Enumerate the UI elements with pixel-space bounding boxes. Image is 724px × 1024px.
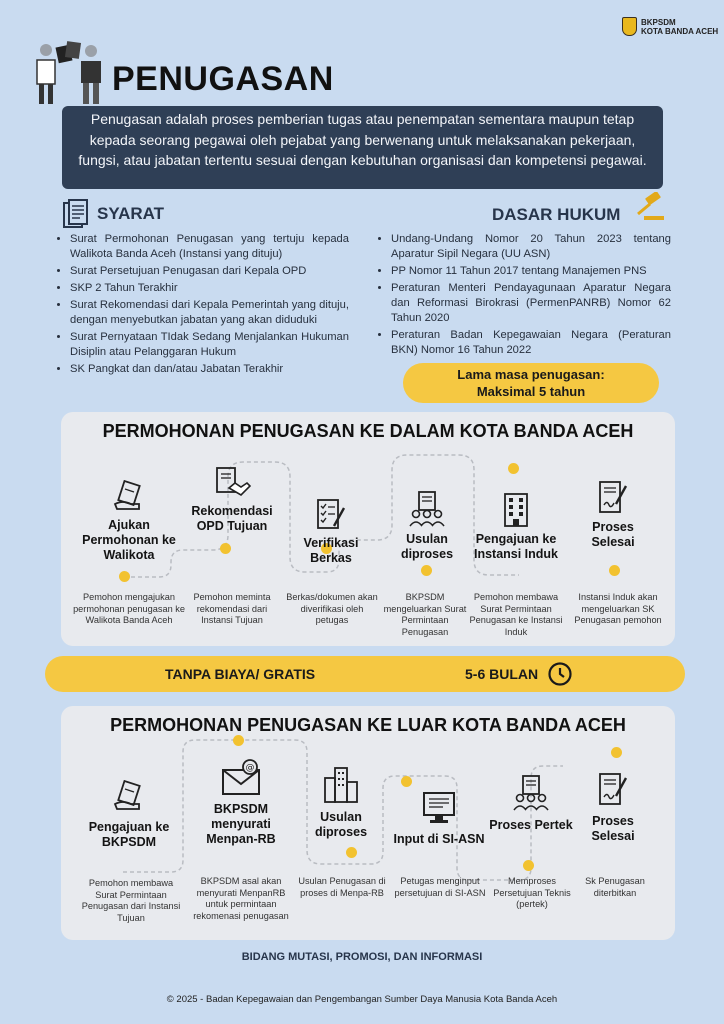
duration-line2: Maksimal 5 tahun (476, 384, 586, 399)
luar-step-4 (391, 790, 487, 847)
cost-label: TANPA BIAYA/ GRATIS (165, 666, 316, 682)
page-title: PENUGASAN (112, 60, 334, 98)
step-desc: Memproses Persetujuan Teknis (pertek) (493, 876, 571, 909)
list-item: • Surat Permohonan Penugasan yang tertuju kepada Walikota Banda Aceh (Instansi yang dituju) (70, 232, 349, 262)
step-desc: Pemohon membawa Surat Permintaan Penugasan dari Instansi Tujuan (81, 878, 181, 923)
step-desc: Berkas/dokumen akan diverifikasi oleh petugas (286, 592, 378, 625)
dalam-step-4 (379, 490, 475, 562)
flow-dot (401, 776, 412, 787)
handshake-document-icon (213, 466, 251, 500)
step-title: Proses Selesai (591, 814, 635, 843)
step-title: Usulan diproses (400, 532, 454, 561)
dasar-heading: DASAR HUKUM (492, 205, 621, 224)
flow-dot (220, 543, 231, 554)
luar-step-3 (297, 764, 385, 840)
email-icon (220, 758, 262, 796)
step-title: Proses Selesai (591, 520, 635, 549)
signed-document-icon (596, 480, 630, 516)
step-desc: Pemohon mengajukan permohonan penugasan ke Walikota Banda Aceh (73, 592, 185, 625)
signed-document-icon (596, 772, 630, 808)
logo-line1: BKPSDM (641, 17, 676, 27)
dalam-step-6 (571, 480, 655, 550)
division-label: BIDANG MUTASI, PROMOSI, DAN INFORMASI (241, 951, 483, 963)
dasar-list (377, 232, 671, 360)
list-item: • Peraturan Badan Kepegawaian Negara (Peraturan BKN) Nomor 16 Tahun 2022 (391, 328, 671, 358)
dalam-step-2 (184, 466, 280, 534)
dalam-step-3 (283, 498, 379, 566)
step-desc: Usulan Penugasan di proses di Menpa-RB (298, 876, 386, 898)
step-desc: Petugas menginput persetujuan di SI-ASN (394, 876, 486, 898)
computer-icon (421, 790, 457, 826)
step-title: Pengajuan ke BKPSDM (88, 820, 170, 849)
hand-document-icon (112, 480, 146, 514)
step-title: Usulan diproses (314, 810, 368, 839)
flow-dot (508, 463, 519, 474)
dalam-card (61, 412, 675, 646)
flow-dot (233, 735, 244, 746)
logo-line2: KOTA BANDA ACEH (641, 26, 719, 36)
step-title: Ajukan Permohonan ke Walikota (82, 518, 176, 562)
syarat-list (56, 232, 349, 379)
team-document-icon (408, 490, 446, 528)
dalam-step-1 (81, 480, 177, 563)
step-desc: Sk Penugasan diterbitkan (585, 876, 645, 898)
duration-label: 5-6 BULAN (465, 666, 539, 682)
step-desc: Pemohon meminta rekomendasi dari Instansi Tujuan (193, 592, 271, 625)
duration-line1: Lama masa penugasan: (457, 367, 605, 382)
flow-dot (523, 860, 534, 871)
duration-badge (403, 363, 659, 403)
list-item: • Surat Rekomendasi dari Kepala Pemerintah yang dituju, dengan menyebutkan jabatan yang akan diduduki (70, 298, 349, 328)
dalam-title: PERMOHONAN PENUGASAN KE DALAM KOTA BANDA ACEH (102, 421, 634, 441)
cost-duration-band (45, 656, 685, 692)
list-item: • Surat Persetujuan Penugasan dari Kepala OPD (70, 264, 349, 279)
step-title: Pengajuan ke Instansi Induk (473, 532, 559, 561)
dalam-step-5 (466, 490, 566, 562)
city-buildings-icon (323, 764, 359, 804)
list-item: • Undang-Undang Nomor 20 Tahun 2023 tentang Aparatur Sipil Negara (UU ASN) (391, 232, 671, 262)
svg-text:@: @ (245, 763, 255, 773)
documents-icon (62, 199, 90, 229)
building-icon (497, 490, 535, 528)
step-title: Proses Pertek (489, 818, 573, 832)
luar-step-2 (189, 758, 293, 847)
flow-dot (609, 565, 620, 576)
luar-step-6 (571, 772, 655, 844)
luar-card (61, 706, 675, 940)
hand-document-icon (112, 780, 146, 814)
people-handover-icon (32, 40, 110, 106)
step-title: BKPSDM menyurati Menpan-RB (206, 802, 276, 846)
flow-dot (611, 747, 622, 758)
step-desc: Instansi Induk akan mengeluarkan SK Penugasan pemohon (574, 592, 662, 625)
list-item: • Peraturan Menteri Pendayagunaan Aparatur Negara dan Reformasi Birokrasi (PermenPANRB) Nomor 62 Tahun 2020 (391, 281, 671, 326)
list-item: • SK Pangkat dan dan/atau Jabatan Terakhir (70, 362, 349, 377)
step-desc: BKPSDM asal akan menyurati MenpanRB untuk permintaan rekomenasi penugasan (193, 876, 289, 921)
gavel-icon (632, 192, 668, 222)
list-item: • Surat Pernyataan TIdak Sedang Menjalankan Hukuman Disiplin atau Pelanggaran Hukum (70, 330, 349, 360)
step-title: Rekomendasi OPD Tujuan (191, 504, 273, 533)
flow-dot (346, 847, 357, 858)
step-title: Verifikasi Berkas (303, 536, 359, 565)
syarat-heading: SYARAT (97, 204, 165, 223)
checklist-icon (314, 498, 348, 532)
copyright: © 2025 - Badan Kepegawaian dan Pengembangan Sumber Daya Manusia Kota Banda Aceh (166, 994, 558, 1005)
team-document-icon (512, 774, 550, 812)
list-item: • SKP 2 Tahun Terakhir (70, 281, 349, 296)
luar-step-5 (486, 774, 576, 833)
step-desc: BKPSDM mengeluarkan Surat Permintaan Penugasan (383, 592, 467, 637)
step-title: Input di SI-ASN (393, 832, 485, 846)
logo (622, 17, 718, 36)
flow-dot (421, 565, 432, 576)
clock-icon (547, 661, 573, 687)
luar-title: PERMOHONAN PENUGASAN KE LUAR KOTA BANDA ACEH (110, 715, 626, 735)
flow-dot (119, 571, 130, 582)
list-item: • PP Nomor 11 Tahun 2017 tentang Manajemen PNS (391, 264, 671, 279)
luar-step-1 (77, 780, 181, 850)
shield-icon (622, 17, 637, 36)
step-desc: Pemohon membawa Surat Permintaan Penugasan ke Instansi Induk (469, 592, 563, 637)
intro-box: Penugasan adalah proses pemberian tugas atau penempatan sementara maupun tetap kepada seorang pegawai oleh pejabat yang berwenang untuk melaksanakan pekerjaan, fungsi, atau jabatan tertentu sesuai dengan kebutuhan organisasi dan kompetensi pegawai. (62, 106, 663, 189)
